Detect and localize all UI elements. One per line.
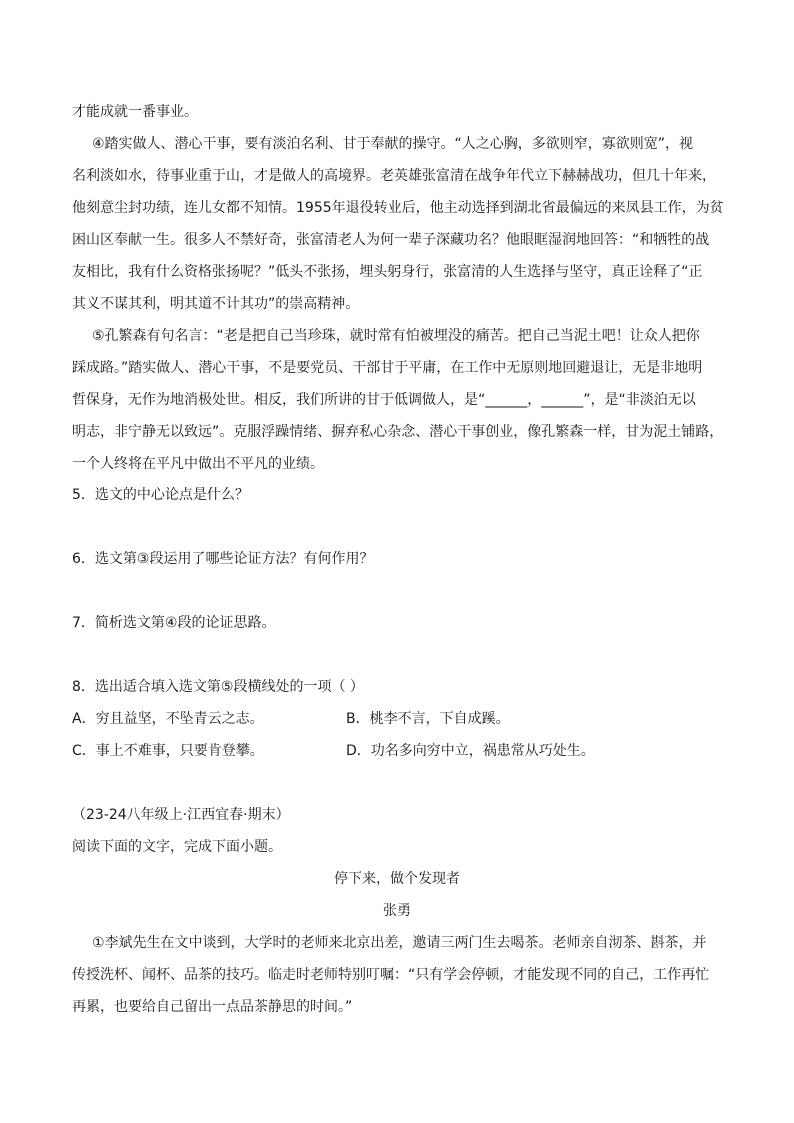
question-5: 5．选文的中心论点是什么？ xyxy=(72,487,249,503)
passage-line: 他刻意尘封功绩，连儿女都不知情。1955年退役转业后，他主动选择到湖北省最偏远的来凤县工作，为贫 xyxy=(72,200,724,216)
question-8: 8．选出适合填入选文第⑤段横线处的一项（ ） xyxy=(72,679,364,695)
passage-line: 友相比，我有什么资格张扬呢？”低头不张扬，埋头躬身行，张富清的人生选择与坚守，真正诠释了“正 xyxy=(72,264,703,280)
passage-line: 其义不谋其利，明其道不计其功”的崇高精神。 xyxy=(72,296,360,312)
passage-line: 哲保身，无作为地消极处世。相反，我们所讲的甘于低调做人，是“______，______”，是“非淡泊无以 xyxy=(72,392,696,408)
section-instruction: 阅读下面的文字，完成下面小题。 xyxy=(72,839,282,855)
question-7: 7．简析选文第④段的论证思路。 xyxy=(72,615,276,631)
section-source: （23-24八年级上·江西宜春·期末） xyxy=(72,807,290,823)
passage-line: 名利淡如水，待事业重于山，才是做人的高境界。老英雄张富清在战争年代立下赫赫战功，但几十年来， xyxy=(72,168,716,184)
option-a: A．穷且益坚，不坠青云之志。 xyxy=(72,711,264,727)
article-line: 传授洗杯、闻杯、品茶的技巧。临走时老师特别叮嘱：“只有学会停顿，才能发现不同的自己，工作再忙 xyxy=(72,967,710,983)
passage-paragraph-5-start: ⑤孔繁森有句名言：“老是把自己当珍珠，就时常有怕被埋没的痛苦。把自己当泥土吧！让众人把你 xyxy=(92,328,700,344)
passage-line: 一个人终将在平凡中做出不平凡的业绩。 xyxy=(72,456,324,472)
option-b: B．桃李不言，下自成蹊。 xyxy=(346,711,510,727)
article-paragraph-1-start: ①李斌先生在文中谈到，大学时的老师来北京出差，邀请三两门生去喝茶。老师亲自沏茶、斟茶，并 xyxy=(92,935,707,951)
question-6: 6．选文第③段运用了哪些论证方法？有何作用？ xyxy=(72,551,374,567)
article-author: 张勇 xyxy=(383,903,411,919)
option-d: D．功名多向穷中立，祸患常从巧处生。 xyxy=(346,743,595,759)
article-line: 再累，也要给自己留出一点品茶静思的时间。” xyxy=(72,999,353,1015)
passage-paragraph-4-start: ④踏实做人、潜心干事，要有淡泊名利、甘于奉献的操守。“人之心胸，多欲则窄，寡欲则宽”，视 xyxy=(92,136,694,152)
option-c: C．事上不难事，只要肯登攀。 xyxy=(72,743,264,759)
passage-line: 才能成就一番事业。 xyxy=(72,104,198,120)
passage-line: 困山区奉献一生。很多人不禁好奇，张富清老人为何一辈子深藏功名？他眼眶湿润地回答：“和牺牲的战 xyxy=(72,232,710,248)
article-title: 停下来，做个发现者 xyxy=(334,871,460,887)
passage-line: 明志，非宁静无以致远”。克服浮躁情绪、摒弃私心杂念、潜心干事创业，像孔繁森一样，甘为泥土铺路， xyxy=(72,424,724,440)
passage-line: 踩成路。”踏实做人、潜心干事，不是要党员、干部甘于平庸，在工作中无原则地回避退让，无是非地明 xyxy=(72,360,703,376)
